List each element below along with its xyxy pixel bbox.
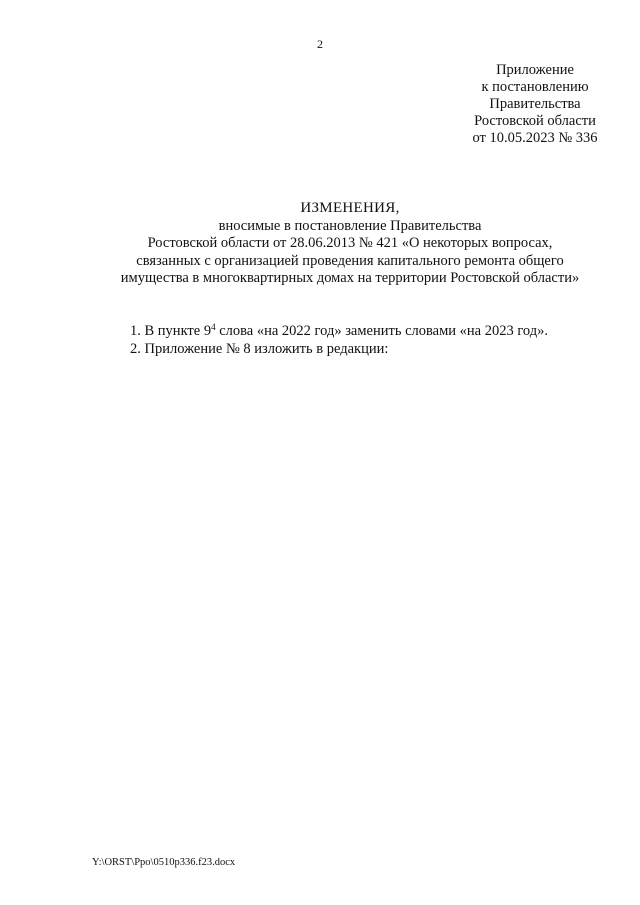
amendment-item-2: 2. Приложение № 8 изложить в редакции:: [130, 341, 389, 357]
heading-line: связанных с организацией проведения капитального ремонта общего: [136, 252, 564, 269]
heading-line: Ростовской области от 28.06.2013 № 421 «О некоторых вопросах,: [147, 235, 553, 251]
amendment-items: [130, 322, 610, 358]
appendix-line: Ростовской области: [474, 113, 596, 129]
heading-line: вносимые в постановление Правительства: [218, 217, 482, 234]
file-path-footer: Y:\ORST\Ppo\0510p336.f23.docx: [92, 857, 236, 868]
appendix-line: Приложение: [496, 62, 574, 78]
appendix-line: от 10.05.2023 № 336: [472, 130, 598, 146]
appendix-line: к постановлению: [481, 79, 589, 95]
page-number: 2: [317, 37, 323, 51]
item-1-superscript: 4: [211, 322, 216, 332]
heading-title: ИЗМЕНЕНИЯ,: [300, 200, 400, 216]
document-heading: [40, 200, 640, 288]
appendix-block: [420, 62, 640, 147]
amendment-item-1: [130, 322, 610, 340]
item-1-text-start: 1. В пункте 9: [130, 323, 212, 339]
heading-line: имущества в многоквартирных домах на территории Ростовской области»: [120, 270, 580, 286]
appendix-line: Правительства: [489, 96, 581, 112]
item-1-text-end: слова «на 2022 год» заменить словами «на 2023 год».: [215, 323, 549, 339]
